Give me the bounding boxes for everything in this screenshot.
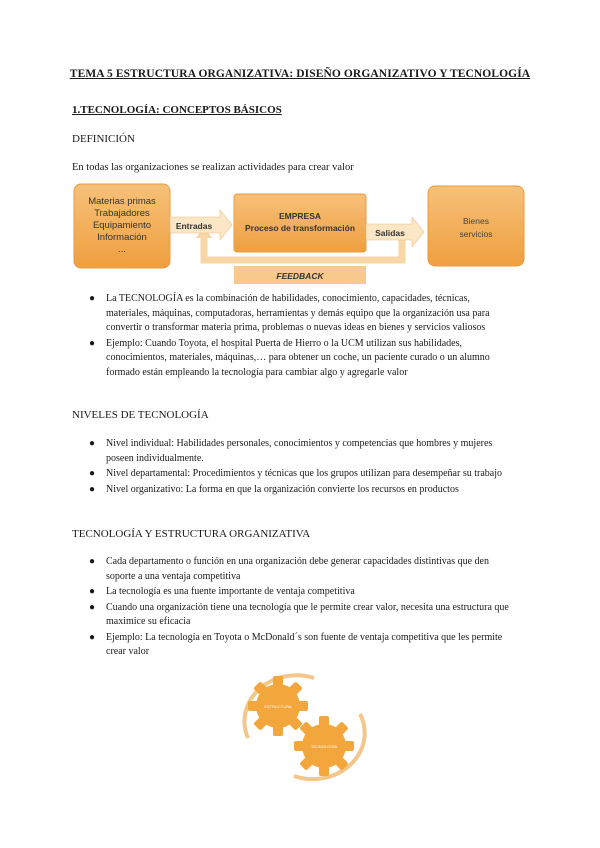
section-heading: 1.TECNOLOGÍA: CONCEPTOS BÁSICOS: [72, 104, 282, 116]
list-item: [90, 483, 510, 498]
list-item-text: La tecnología es una fuente importante de ventaja competitiva: [106, 586, 355, 597]
bullet-dot: ●: [89, 556, 96, 567]
list-item: [90, 585, 510, 600]
input-item: Materias primas: [88, 196, 156, 207]
list-item-text: Nivel individual: Habilidades personales, conocimientos y competencias que hombres y mujeres poseen individualmente.: [106, 438, 493, 464]
bullet-dot: ●: [89, 468, 96, 479]
input-item: Equipamiento: [92, 220, 152, 231]
document-title: TEMA 5 ESTRUCTURA ORGANIZATIVA: DISEÑO ORGANIZATIVO Y TECNOLOGÍA: [69, 68, 531, 80]
list-item-text: Cuando una organización tiene una tecnología que le permite crear valor, necesita una estructura que maximice su eficacia: [106, 601, 509, 627]
output-item: servicios: [459, 229, 493, 239]
bullet-dot: ●: [89, 601, 96, 613]
gear-label-tecnologia: TECNOLOGÍA: [310, 744, 338, 749]
salidas-label: Salidas: [375, 228, 405, 238]
definition-bullet-list: [90, 292, 510, 381]
list-item: [90, 631, 510, 660]
process-diagram-svg: [72, 180, 530, 286]
bullet-dot: ●: [89, 631, 96, 643]
empresa-title: EMPRESA: [278, 211, 322, 221]
input-item: Trabajadores: [94, 208, 150, 219]
gears-illustration: [234, 668, 374, 786]
bullet-dot: ●: [89, 337, 96, 349]
list-item: [90, 292, 510, 336]
list-item-text: Nivel organizativo: La forma en que la organización convierte los recursos en productos: [106, 483, 459, 495]
input-item: Información: [97, 232, 147, 243]
bullet-dot: ●: [89, 483, 96, 495]
gear-icon: [294, 716, 354, 776]
input-item: ...: [118, 244, 126, 255]
list-item: [90, 467, 510, 482]
levels-bullet-list: [90, 437, 510, 498]
entradas-label: Entradas: [175, 221, 213, 231]
gear-label-estructura: ESTRUCTURA: [264, 704, 292, 709]
levels-heading: NIVELES DE TECNOLOGÍA: [72, 409, 209, 421]
empresa-subtitle: Proceso de transformación: [244, 223, 356, 233]
outputs-box: [428, 186, 524, 266]
feedback-label: FEEDBACK: [276, 271, 324, 281]
bullet-dot: ●: [89, 293, 96, 304]
list-item-text: Ejemplo: La tecnología en Toyota o McDonald´s son fuente de ventaja competitiva que les permite crear valor: [106, 631, 503, 657]
structure-bullet-list: [90, 555, 510, 661]
structure-heading: TECNOLOGÍA Y ESTRUCTURA ORGANIZATIVA: [72, 528, 311, 540]
bullet-dot: ●: [89, 586, 96, 597]
list-item: [90, 337, 510, 381]
list-item-text: La TECNOLOGÍA es la combinación de habilidades, conocimiento, capacidades, técnicas, materiales, máquinas, computadoras, herramientas y demás equipo que la organización usa para convertir o transformar materia prima, problemas o nuevas ideas en bienes y servicios valiosos: [106, 293, 490, 333]
list-item: [90, 437, 510, 466]
bullet-dot: ●: [89, 438, 96, 449]
process-diagram: [72, 180, 530, 286]
definition-heading: DEFINICIÓN: [72, 133, 135, 145]
gears-svg: [234, 668, 374, 786]
gear-icon: [248, 676, 308, 736]
list-item-text: Ejemplo: Cuando Toyota, el hospital Puerta de Hierro o la UCM utilizan sus habilidades, conocimientos, materiales, máquinas,… para obtener un coche, un paciente curado o un alumno formado están empleando la tecnología para cambiar algo y agregarle valor: [106, 337, 490, 378]
list-item: [90, 555, 510, 584]
intro-paragraph: En todas las organizaciones se realizan actividades para crear valor: [72, 162, 354, 173]
output-item: Bienes: [463, 216, 489, 226]
list-item-text: Cada departamento o función en una organización debe generar capacidades distintivas que den soporte a una ventaja competitiva: [106, 556, 489, 582]
list-item-text: Nivel departamental: Procedimientos y técnicas que los grupos utilizan para desempeñar su trabajo: [106, 468, 502, 479]
list-item: [90, 601, 510, 630]
